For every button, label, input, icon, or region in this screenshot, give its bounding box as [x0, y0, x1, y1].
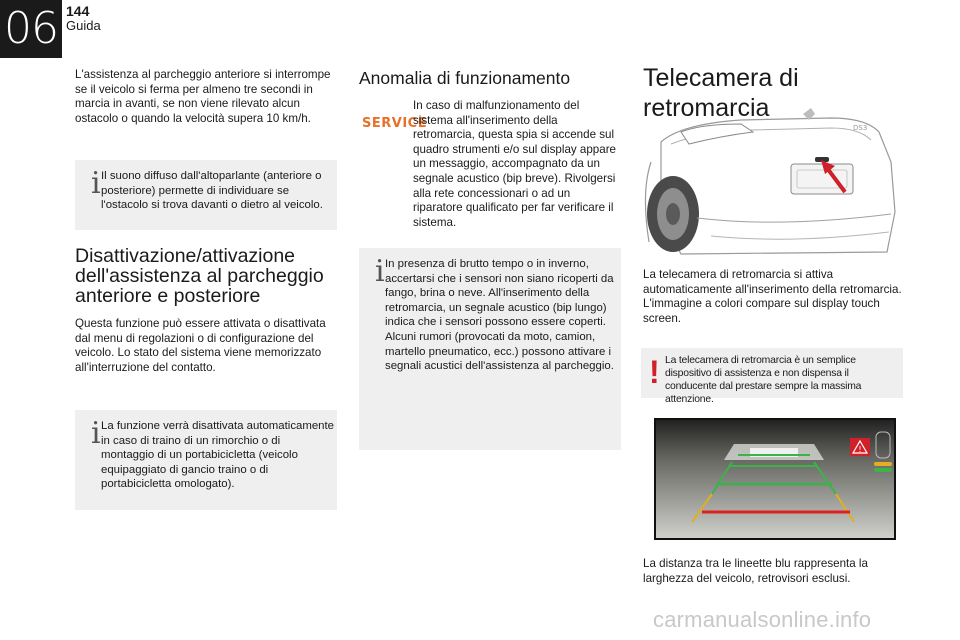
info-box-towing: [75, 410, 337, 510]
car-rear-illustration: [641, 102, 903, 260]
svg-text:!: !: [858, 445, 862, 454]
heading-malfunction: Anomalia di funzionamento: [359, 68, 571, 88]
intro-paragraph: L'assistenza al parcheggio anteriore si interrompe se il veicolo si ferma per almeno tre secondi in marcia in avanti, se non viene rilevato alcun ostacolo o quando la velocità supera 10 km/h.: [75, 68, 331, 125]
chapter-number: 06: [0, 0, 62, 58]
info-text-towing: La funzione verrà disattivata automaticamente in caso di traino di un rimorchio o di montaggio di un portabicicletta (veicolo equipaggiato di gancio traino o di portabicicletta omologato).: [101, 420, 335, 491]
info-box-weather: [359, 248, 621, 450]
warning-text: La telecamera di retromarcia è un semplice dispositivo di assistenza e non dispensa il conducente dal prestare sempre la massima attenzione.: [665, 355, 862, 405]
deactivation-paragraph: Questa funzione può essere attivata o disattivata dal menu di regolazioni o di configurazione del veicolo. Lo stato del sistema viene memorizzato all'interruzione del contatto.: [75, 317, 326, 374]
service-icon: SERVICE: [362, 116, 428, 131]
info-box-speaker: [75, 160, 337, 230]
blue-lines-paragraph: La distanza tra le lineette blu rappresenta la larghezza del veicolo, retrovisori esclusi.: [643, 557, 868, 585]
camera-paragraph: La telecamera di retromarcia si attiva automaticamente all'inserimento della retromarcia. L'immagine a colori compare sul display touch screen.: [643, 268, 902, 325]
svg-text:DS3: DS3: [853, 124, 868, 132]
warning-icon: !: [649, 354, 660, 390]
section-label: Guida: [66, 18, 101, 33]
page-number: 144: [66, 3, 90, 19]
malfunction-paragraph: In caso di malfunzionamento del sistema all'inserimento della retromarcia, questa spia si accende sul quadro strumenti e/o sul display appare un messaggio, accompagnato da un segnale acustico (bip breve). Rivolgersi alla rete concessionari o ad un riparatore qualificato per far verificare il sistema.: [413, 99, 617, 229]
info-icon: i: [91, 166, 101, 201]
info-icon: i: [375, 254, 385, 289]
rear-camera-display: [654, 418, 896, 540]
heading-deactivation: Disattivazione/attivazione dell'assistenza al parcheggio anteriore e posteriore: [75, 245, 324, 307]
info-icon: i: [91, 416, 101, 451]
watermark: carmanualsonline.info: [653, 607, 872, 632]
info-text-speaker: Il suono diffuso dall'altoparlante (anteriore o posteriore) permette di individuare se l'ostacolo si trova davanti o dietro al veicolo.: [101, 170, 323, 212]
info-text-weather: In presenza di brutto tempo o in inverno, accertarsi che i sensori non siano ricoperti da fango, brina o neve. All'inserimento della retromarcia, un segnale acustico (bip lungo) indica che i sensori possono essere coperti. Alcuni rumori (provocati da moto, camion, martello pneumatico, ecc.) possono attivare i segnali acustici dell'assistenza al parcheggio.: [385, 258, 614, 373]
heading-rear-camera: Telecamera di retromarcia: [643, 64, 799, 122]
warning-box: [641, 348, 903, 405]
